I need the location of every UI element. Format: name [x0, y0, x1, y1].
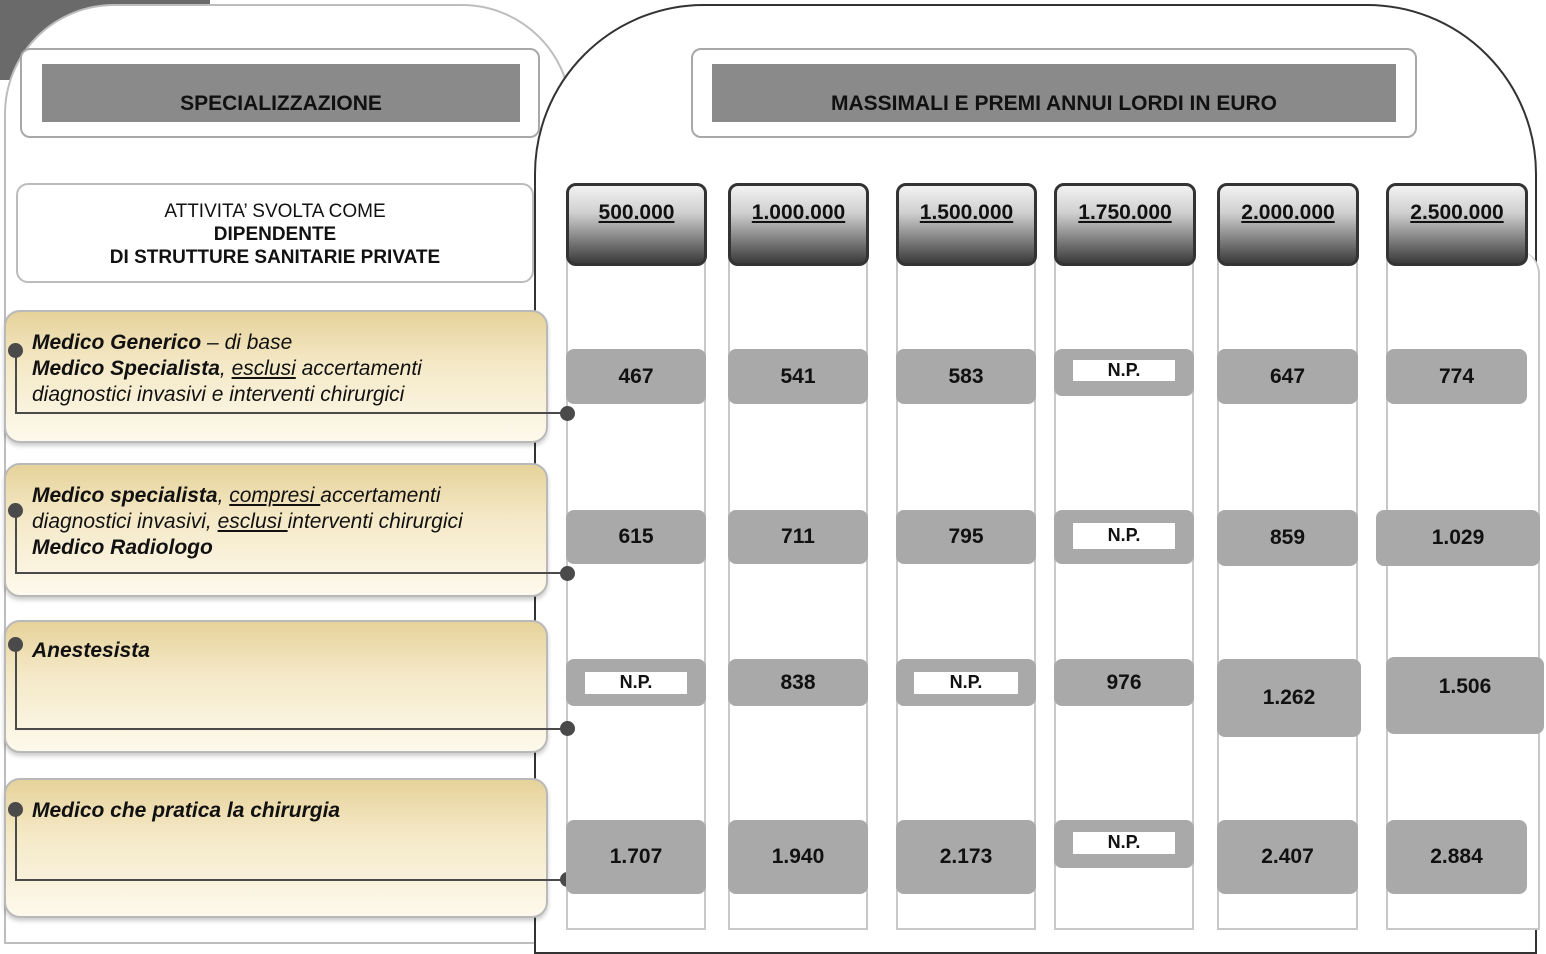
connector-2-horizontal	[15, 572, 567, 574]
spec1-line2-rest: accertamenti	[295, 357, 422, 380]
premium-cell: 838	[728, 659, 868, 706]
spec-anestesista	[4, 620, 548, 753]
column-header-1500000: 1.500.000	[896, 183, 1037, 266]
np-label: N.P.	[914, 672, 1018, 694]
specializzazione-header: SPECIALIZZAZIONE	[42, 64, 520, 122]
premium-cell: 774	[1386, 349, 1527, 404]
spec1-line3: diagnostici invasivi e interventi chirurgici	[32, 383, 405, 406]
spec1-line2-sep: ,	[219, 357, 232, 380]
spec3-line1-bold: Anestesista	[32, 639, 150, 662]
np-label: N.P.	[1073, 832, 1175, 854]
spec2-line2-pre: diagnostici invasivi,	[32, 510, 218, 533]
premium-cell: 859	[1217, 510, 1358, 566]
spec1-line1-bold: Medico Generico	[32, 331, 202, 354]
connector-4-horizontal	[15, 879, 567, 881]
connector-3-start-dot	[8, 637, 23, 652]
spec-medico-specialista	[4, 463, 548, 597]
attivita-line3: DI STRUTTURE SANITARIE PRIVATE	[109, 247, 441, 268]
premium-cell: 615	[566, 510, 706, 564]
premium-cell-np	[1054, 820, 1194, 868]
premium-cell: 795	[896, 510, 1036, 564]
premium-cell: 2.173	[896, 820, 1036, 894]
premium-cell: 1.940	[728, 820, 868, 894]
np-label: N.P.	[1073, 360, 1175, 381]
column-header-2500000: 2.500.000	[1386, 183, 1528, 266]
spec2-line2-rest: interventi chirurgici	[287, 510, 463, 533]
connector-3-horizontal	[15, 728, 567, 730]
spec4-line1-bold: Medico che pratica la chirurgia	[32, 799, 341, 822]
connector-2-start-dot	[8, 503, 23, 518]
premium-cell: 1.029	[1376, 510, 1540, 566]
connector-1-end-dot	[560, 406, 575, 421]
np-label: N.P.	[1073, 523, 1175, 549]
premium-cell: 2.884	[1386, 820, 1527, 894]
spec2-line1-rest: accertamenti	[320, 484, 441, 507]
spec2-line1-sep: ,	[217, 484, 230, 507]
spec1-line2-bold: Medico Specialista	[32, 357, 220, 380]
spec2-line2-underline: esclusi	[217, 510, 288, 533]
premium-cell: 1.262	[1217, 659, 1361, 737]
connector-2-vertical	[15, 511, 17, 574]
connector-4-start-dot	[8, 802, 23, 817]
connector-1-vertical	[15, 350, 17, 414]
spec-chirurgia	[4, 778, 548, 918]
premium-cell: 467	[566, 349, 706, 404]
connector-4-vertical	[15, 809, 17, 880]
column-header-500000: 500.000	[566, 183, 707, 266]
premium-cell: 976	[1054, 659, 1194, 706]
premium-cell: 2.407	[1217, 820, 1358, 894]
premium-cell: 711	[728, 510, 868, 564]
column-header-1000000: 1.000.000	[728, 183, 869, 266]
connector-1-start-dot	[8, 343, 23, 358]
attivita-line1: ATTIVITA’ SVOLTA COME	[164, 201, 386, 222]
attivita-box	[16, 183, 534, 283]
attivita-line2: DIPENDENTE	[213, 224, 337, 245]
connector-1-horizontal	[15, 412, 567, 414]
connector-3-end-dot	[560, 721, 575, 736]
spec2-line3-bold: Medico Radiologo	[32, 536, 213, 559]
connector-3-vertical	[15, 645, 17, 729]
premium-cell: 541	[728, 349, 868, 404]
premium-cell: 1.506	[1386, 657, 1544, 734]
connector-2-end-dot	[560, 566, 575, 581]
premium-cell-np	[1054, 349, 1194, 396]
premium-cell-np	[566, 659, 706, 706]
premium-cell: 1.707	[566, 820, 706, 894]
premium-cell-np	[1054, 510, 1194, 564]
column-header-1750000: 1.750.000	[1054, 183, 1196, 266]
premium-cell-np	[896, 659, 1036, 706]
premium-cell: 647	[1217, 349, 1358, 404]
spec2-line1-underline: compresi	[229, 484, 321, 507]
np-label: N.P.	[585, 672, 687, 694]
column-header-2000000: 2.000.000	[1217, 183, 1359, 266]
spec1-line1-rest: – di base	[201, 331, 293, 354]
spec-medico-generico	[4, 310, 548, 443]
premium-cell: 583	[896, 349, 1036, 404]
massimali-header: MASSIMALI E PREMI ANNUI LORDI IN EURO	[712, 64, 1396, 122]
spec1-line2-underline: esclusi	[231, 357, 296, 380]
spec2-line1-bold: Medico specialista	[32, 484, 218, 507]
